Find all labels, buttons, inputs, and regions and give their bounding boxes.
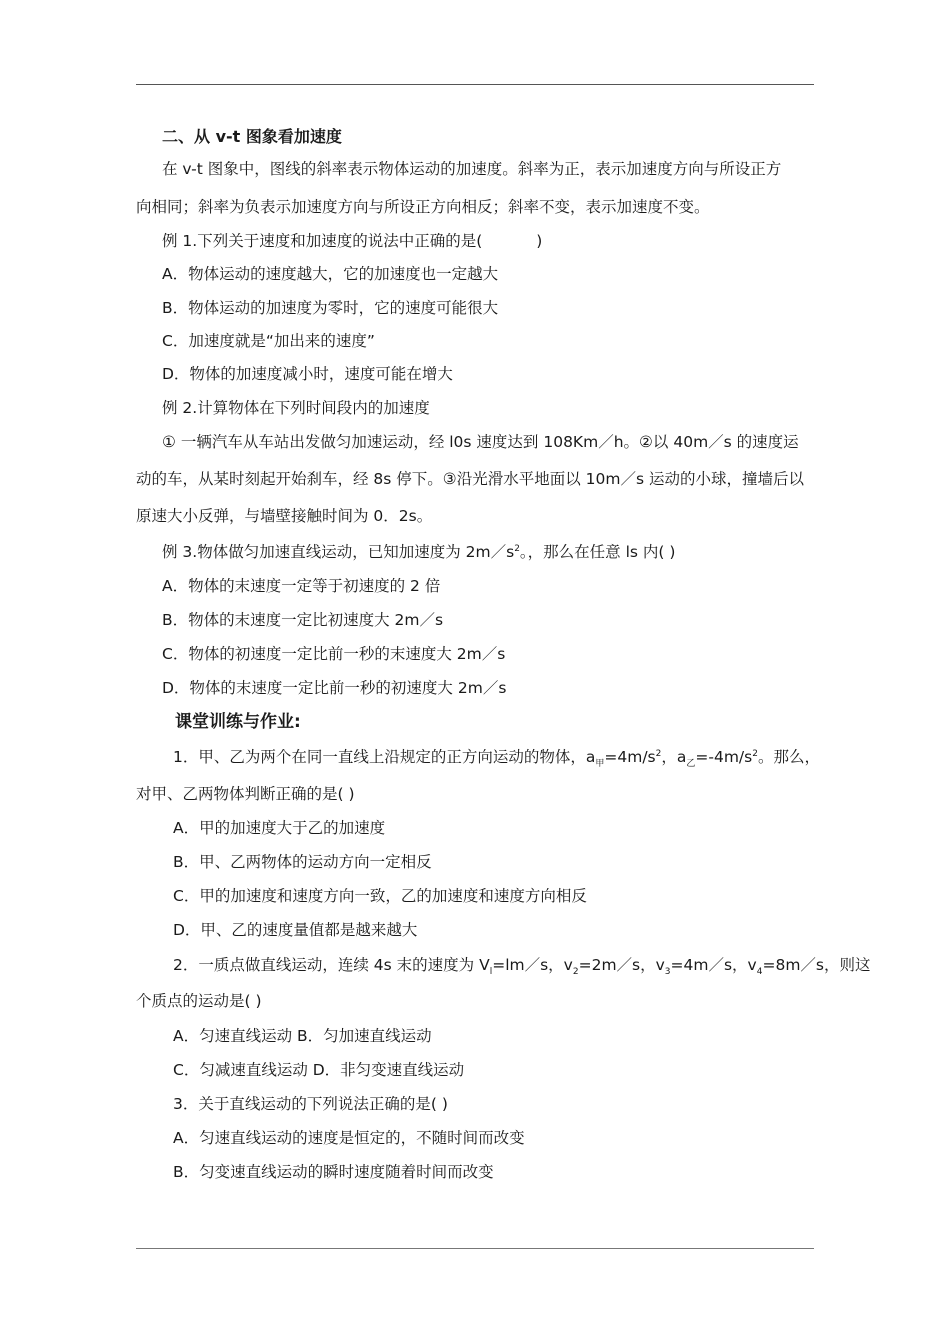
example3-option-a: A．物体的末速度一定等于初速度的 2 倍	[162, 577, 441, 595]
example3-option-c: C．物体的初速度一定比前一秒的末速度大 2m／s	[162, 645, 506, 663]
homework-q1-stem: 1．甲、乙为两个在同一直线上沿规定的正方向运动的物体，$a_甲=4m/s^2$，$a_乙=-4m/s^2$。那么，	[173, 748, 820, 770]
homework-q1-option-b: B．甲、乙两物体的运动方向一定相反	[173, 853, 432, 871]
homework-q1-option-d: D．甲、乙的速度量值都是越来越大	[173, 921, 418, 939]
header-rule	[136, 84, 814, 85]
example3-stem: 例 3.物体做匀加速直线运动，已知加速度为 $2m/s^2$。，那么在任意 ls 内( )	[162, 543, 676, 561]
example1-option-b: B．物体运动的加速度为零时，它的速度可能很大	[162, 299, 499, 317]
homework-q2-options-cd: C．匀减速直线运动 D．非匀变速直线运动	[173, 1061, 465, 1079]
example2-line: ① 一辆汽车从车站出发做匀加速运动，经 l0s 速度达到 108Km／h。②以 40m／s 的速度运	[162, 433, 799, 451]
example2-stem: 例 2.计算物体在下列时间段内的加速度	[162, 399, 430, 417]
footer-rule	[136, 1248, 814, 1249]
homework-q3-option-a: A．匀速直线运动的速度是恒定的，不随时间而改变	[173, 1129, 525, 1147]
section-intro-line: 向相同；斜率为负表示加速度方向与所设正方向相反；斜率不变，表示加速度不变。	[136, 198, 710, 216]
example2-line: 动的车，从某时刻起开始刹车，经 8s 停下。③沿光滑水平地面以 10m／s 运动的小球，撞墙后以	[136, 470, 804, 488]
homework-q3-stem: 3．关于直线运动的下列说法正确的是( )	[173, 1095, 448, 1113]
homework-q1-stem-cont: 对甲、乙两物体判断正确的是( )	[136, 785, 355, 803]
example1-option-a: A．物体运动的速度越大，它的加速度也一定越大	[162, 265, 499, 283]
example2-line: 原速大小反弹，与墙壁接触时间为 0．2s。	[136, 507, 433, 525]
homework-q3-option-b: B．匀变速直线运动的瞬时速度随着时间而改变	[173, 1163, 494, 1181]
section-title: 二、从 v-t 图象看加速度	[162, 127, 342, 146]
example3-option-d: D．物体的末速度一定比前一秒的初速度大 2m／s	[162, 679, 507, 697]
homework-q2-stem: 2．一质点做直线运动，连续 4s 末的速度为 $V_l=lm/s$，$v_2=2m/s$，$v_3=4m/s$，$v_4=8m/s$，则这	[173, 956, 871, 978]
homework-title: 课堂训练与作业:	[175, 712, 301, 732]
homework-q1-option-a: A．甲的加速度大于乙的加速度	[173, 819, 386, 837]
example1-option-c: C．加速度就是“加出来的速度”	[162, 332, 375, 350]
section-intro-line: 在 v-t 图象中，图线的斜率表示物体运动的加速度。斜率为正，表示加速度方向与所设正方	[162, 160, 782, 178]
homework-q2-options-ab: A．匀速直线运动 B．匀加速直线运动	[173, 1027, 432, 1045]
example1-stem: 例 1.下列关于速度和加速度的说法中正确的是( )	[162, 232, 543, 250]
example3-option-b: B．物体的末速度一定比初速度大 2m／s	[162, 611, 444, 629]
homework-q2-stem-cont: 个质点的运动是( )	[136, 992, 262, 1010]
homework-q1-option-c: C．甲的加速度和速度方向一致，乙的加速度和速度方向相反	[173, 887, 587, 905]
example1-option-d: D．物体的加速度减小时，速度可能在增大	[162, 365, 453, 383]
